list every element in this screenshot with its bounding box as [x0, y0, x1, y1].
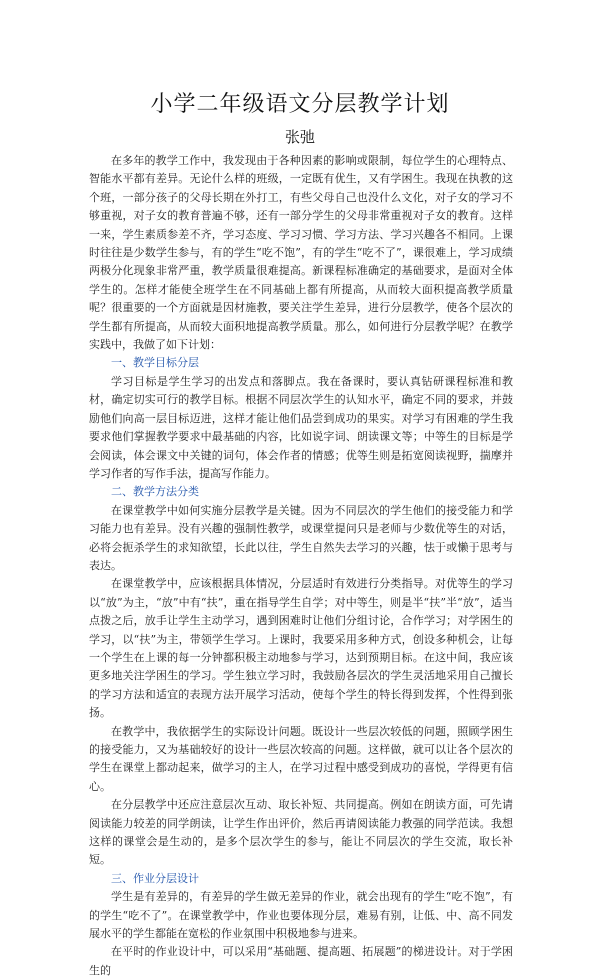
section3-paragraph-2: 在平时的作业设计中，可以采用“基础题、提高题、拓展题”的梯进设计。对于学困生的 — [89, 945, 513, 977]
section2-paragraph-3: 在教学中，我依据学生的实际设计问题。既设计一些层次较低的问题，照顾学困生的接受能力，又为基础较好的设计一些层次较高的问题。这样做，就可以让各个层次的学生在课堂上都动起来，做学习的主人，在学习过程中感受到成功的喜悦，学得更有信心。 — [89, 724, 513, 793]
section3-paragraph-1: 学生是有差异的，有差异的学生做无差异的作业，就会出现有的学生“吃不饱”，有的学生“吃不了”。在课堂教学中，作业也要体现分层，难易有别，让低、中、高不同发展水平的学生都能在宽松的作业氛围中积极地参与进来。 — [89, 890, 513, 941]
document-author: 张弛 — [284, 128, 315, 146]
section-heading-methods: 二、教学方法分类 — [111, 485, 199, 499]
intro-paragraph: 在多年的教学工作中，我发现由于各种因素的影响或限制，每位学生的心理特点、智能水平都有差异。无论什么样的班级，一定既有优生，又有学困生。我现在执教的这个班，一部分孩子的父母长期在外打工，有些父母自己也没什么文化，对子女的学习不够重视，对子女的教育普遍不够，还有一部分学生的父母非常重视对子女的教育。这样一来，学生素质参差不齐，学习态度、学习习惯、学习方法、学习兴趣各不相同。上课时往往是少数学生参与，有的学生“吃不饱”，有的学生“吃不了”，课很难上，学习成绩两极分化现象非常严重，教学质量很难提高。新课程标准确定的基础要求，是面对全体学生的。怎样才能使全班学生在不同基础上都有所提高，从而较大面积提高教学质量呢？很重要的一个方面就是因材施教，要关注学生差异，进行分层教学，使各个层次的学生都有所提高，从而较大面积地提高教学质量。那么，如何进行分层教学呢？在教学实践中，我做了如下计划： — [89, 154, 513, 352]
document-body — [89, 152, 513, 980]
section-heading-goals: 一、教学目标分层 — [111, 356, 199, 370]
section2-paragraph-1: 在课堂教学中如何实施分层教学是关键。因为不同层次的学生他们的接受能力和学习能力也有差异。没有兴趣的强制性教学，或课堂提问只是老师与少数优等生的对话，必将会扼杀学生的求知欲望，长此以往，学生自然失去学习的兴趣，怯于或懒于思考与表达。 — [89, 503, 513, 572]
section1-paragraph: 学习目标是学生学习的出发点和落脚点。我在备课时，要认真钻研课程标准和教材，确定切实可行的教学目标。根据不同层次学生的认知水平，确定不同的要求，并鼓励他们向高一层目标迈进，这样才能让他们品尝到成功的果实。对学习有困难的学生我要求他们掌握教学要求中最基础的内容，比如说字词、朗读课文等；中等生的目标是学会阅读，体会课文中关键的词句，体会作者的情感；优等生则是拓宽阅读视野，揣摩并学习作者的写作手法，提高写作能力。 — [89, 374, 513, 480]
document-title: 小学二年级语文分层教学计划 — [150, 92, 450, 117]
section-heading-homework: 三、作业分层设计 — [111, 871, 199, 885]
section2-paragraph-2: 在课堂教学中，应该根据具体情况，分层适时有效进行分类指导。对优等生的学习以“放”为主，“放”中有“扶”，重在指导学生自学；对中等生，则是半“扶”半“放”，适当点拨之后，放手让学生主动学习，遇到困难时让他们分组讨论，合作学习；对学困生的学习，以“扶”为主，带领学生学习。上课时，我要采用多种方式，创设多种机会，让每一个学生在上课的每一分钟都积极主动地参与学习，达到预期目标。在这中间，我应该更多地关注学困生的学习。学生独立学习时，我鼓励各层次的学生灵活地采用自己擅长的学习方法和适宜的表现方法开展学习活动，使每个学生的特长得到发挥，个性得到张扬。 — [89, 577, 513, 720]
section2-paragraph-4: 在分层教学中还应注意层次互动、取长补短、共同提高。例如在朗读方面，可先请阅读能力较差的同学朗读，让学生作出评价，然后再请阅读能力教强的同学范读。我想这样的课堂会是生动的，是多个层次学生的参与，能让不同层次的学生交流，取长补短。 — [89, 798, 513, 867]
